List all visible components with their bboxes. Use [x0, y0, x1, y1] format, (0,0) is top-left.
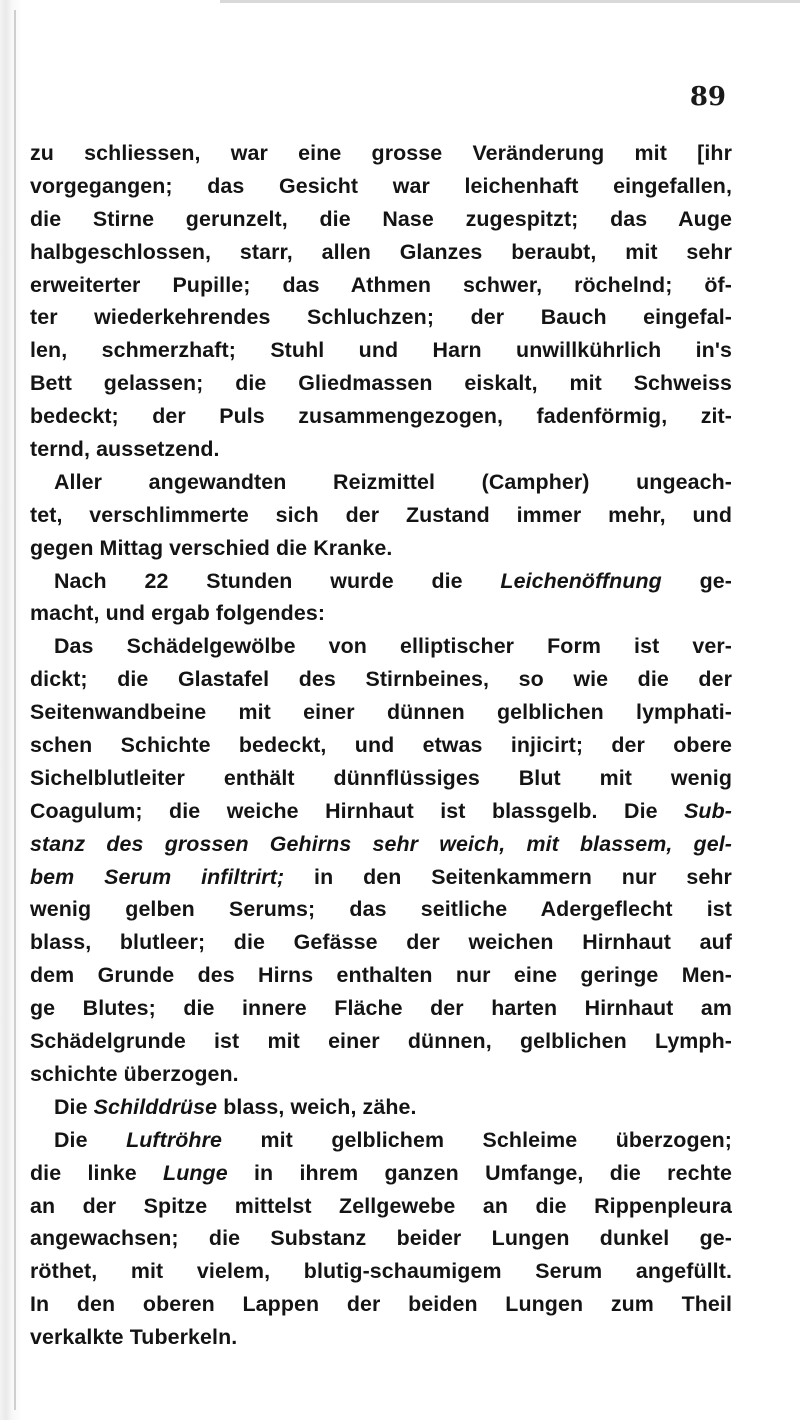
text-run: in den Seitenkammern nur sehr: [284, 864, 732, 889]
emphasis-lunge: Lunge: [163, 1160, 228, 1185]
text-line: vorgegangen; das Gesicht war leichenhaft eingefallen,: [30, 173, 732, 198]
body-text: [30, 137, 732, 1354]
binding-shadow-line: [14, 10, 16, 1410]
text-line: [30, 795, 732, 828]
text-line: zu schliessen, war eine grosse Veränderung mit [ihr: [30, 141, 732, 165]
text-run: Coagulum; die weiche Hirnhaut ist blassgelb. Die: [30, 798, 685, 823]
text-line: verkalkte Tuberkeln.: [30, 1325, 238, 1350]
text-line: ternd, aussetzend.: [30, 437, 220, 462]
text-line: ter wiederkehrendes Schluchzen; der Bauch eingefal-: [30, 305, 732, 330]
text-line: dem Grunde des Hirns enthalten nur eine geringe Men-: [30, 963, 732, 988]
text-line: röthet, mit vielem, blutig-schaumigem Serum angefüllt.: [30, 1259, 732, 1284]
text-line: schichte überzogen.: [30, 1061, 239, 1086]
text-line: In den oberen Lappen der beiden Lungen zum Theil: [30, 1292, 732, 1317]
top-edge-rule: [220, 0, 800, 3]
text-line: blass, blutleer; die Gefässe der weichen Hirnhaut auf: [30, 930, 732, 955]
text-line: [30, 1091, 732, 1124]
emphasis-leichenoeffnung: Leichenöffnung: [500, 568, 662, 593]
text-line: Seitenwandbeine mit einer dünnen gelblichen lymphati-: [30, 700, 732, 725]
text-line: dickt; die Glastafel des Stirnbeines, so wie die der: [30, 667, 732, 692]
text-line: an der Spitze mittelst Zellgewebe an die Rippenpleura: [30, 1193, 732, 1218]
text-line: Das Schädelgewölbe von elliptischer Form ist ver-: [54, 634, 732, 659]
text-line: bedeckt; der Puls zusammengezogen, fadenförmig, zit-: [30, 404, 732, 429]
text-line: [30, 861, 732, 894]
text-line: gegen Mittag verschied die Kranke.: [30, 535, 393, 560]
text-line: tet, verschlimmerte sich der Zustand immer mehr, und: [30, 502, 732, 527]
emphasis-serum: bem Serum infiltrirt;: [30, 864, 285, 889]
text-line: angewachsen; die Substanz beider Lungen dunkel ge-: [30, 1226, 732, 1251]
text-line: len, schmerzhaft; Stuhl und Harn unwillkührlich in's: [30, 338, 732, 363]
text-line: halbgeschlossen, starr, allen Glanzes beraubt, mit sehr: [30, 239, 732, 264]
emphasis-line: stanz des grossen Gehirns sehr weich, mit blassem, gel-: [30, 831, 732, 856]
text-line: erweiterter Pupille; das Athmen schwer, röchelnd; öf-: [30, 272, 732, 297]
text-run: ge-: [661, 568, 732, 593]
text-line: Schädelgrunde ist mit einer dünnen, gelblichen Lymph-: [30, 1029, 732, 1054]
emphasis-luftroehre: Luftröhre: [126, 1127, 223, 1152]
text-run: die linke: [30, 1160, 164, 1185]
text-line: die Stirne gerunzelt, die Nase zugespitzt; das Auge: [30, 206, 732, 231]
text-line: macht, und ergab folgendes:: [30, 601, 326, 626]
text-line: [30, 1157, 732, 1190]
text-run: blass, weich, zähe.: [217, 1094, 417, 1119]
text-run: Die: [54, 1094, 94, 1119]
text-line: [30, 1124, 732, 1157]
text-line: Sichelblutleiter enthält dünnflüssiges Blut mit wenig: [30, 765, 732, 790]
text-line: schen Schichte bedeckt, und etwas injicirt; der obere: [30, 733, 732, 758]
page-number: 89: [689, 82, 726, 112]
text-line: ge Blutes; die innere Fläche der harten Hirnhaut am: [30, 996, 732, 1021]
text-run: in ihrem ganzen Umfange, die rechte: [227, 1160, 732, 1185]
text-line: wenig gelben Serums; das seitliche Adergeflecht ist: [30, 897, 732, 922]
text-line: Bett gelassen; die Gliedmassen eiskalt, mit Schweiss: [30, 371, 732, 396]
emphasis-substanz: Sub-: [684, 798, 732, 823]
text-run: Die: [54, 1127, 127, 1152]
text-line: [30, 565, 732, 598]
binding-gutter: [0, 0, 22, 1420]
text-line: Aller angewandten Reizmittel (Campher) ungeach-: [54, 469, 732, 494]
text-run: mit gelblichem Schleime überzogen;: [222, 1127, 732, 1152]
emphasis-schilddruese: Schilddrüse: [93, 1094, 218, 1119]
text-run: Nach 22 Stunden wurde die: [54, 568, 501, 593]
